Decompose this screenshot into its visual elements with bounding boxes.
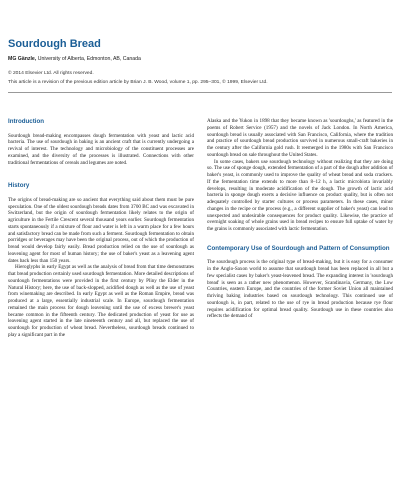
section-heading-consumption: Contemporary Use of Sourdough and Pattern of Consumption (207, 244, 390, 252)
left-column (8, 118, 194, 500)
right-column (207, 118, 393, 500)
section-gap (8, 166, 194, 182)
history-paragraph: Hieroglyphs in early Egypt as well as the analysis of bread from that time demonstrates that bread production certainly used sourdough fermentation. More detailed descriptions of sourdough fermentations were provided in the first century by Pliny the Elder in the Natural History; here, the use of back-slopped, acidified dough as well as the use of yeast from winemaking are described. In early Egypt as well as the Roman Empire, bread was produced at a large, essentially industrial scale. In Europe, sourdough fermentation remained the main process for dough leavening until the use of excess brewer's yeast became common in the fifteenth century. The dedicated production of yeast for use as leavening agent started in the late nineteenth century and all, but replaced the use of sourdough for production of wheat bread. Nevertheless, sourdough breads continued to play a significant part in the (8, 264, 194, 338)
revision-note: This article is a revision of the previous edition article by Brian J. B. Wood, volume 1, pp. 295–301, © 1999, Elsevier Ltd. (8, 79, 268, 85)
rights-notice (8, 70, 393, 87)
history-paragraph: The origins of bread-making are so ancient that everything said about them must be pure speculation. One of the oldest sourdough breads dates from 3700 BC and was excavated in Switzerland, but the origin of sourdough fermentation likely relates to the origin of agriculture in the Fertile Crescent several thousand years earlier. Sourdough fermentation starts spontaneously if a mixture of flour and water is left in a warm place for a few hours and satisfactory bread can be made from such a ferment. Sourdough fermentation to obtain porridges or beverages may have been the original process, out of which the production of bread would develop fairly easily. Bread production relied on the use of sourdough as leavening agent for most of human history; the use of baker's yeast as a leavening agent dates back less than 150 years. (8, 196, 194, 264)
body-paragraph: Alaska and the Yukon in 1898 that they became known as 'sourdoughs,' as featured in the poems of Robert Service (1957) and the novels of Jack London. In North America, sourdough bread is usually associated with San Francisco, California, where the tradition and practice of sourdough bread production survived in numerous small-craft bakeries in the century after the California gold rush. It reemerged in the 1980s with San Francisco sourdough bread on sale throughout the United States. (207, 118, 393, 158)
copyright-line: © 2014 Elsevier Ltd. All rights reserved. (8, 71, 94, 76)
author-name: MG Gänzle, (8, 56, 37, 62)
body-paragraph: In some cases, bakers use sourdough technology without realizing that they are doing so. The use of sponge dough, extended fermentation of a part of the dough after addition of baker's yeast, is commonly used to improve the quality of wheat bread and soda crackers. If the fermentation time extends to more than 8–12 h, a lactic microbiota invariably develops, resulting in moderate acidification of the dough. The growth of lactic acid bacteria in sponge dough exerts a decisive influence on product quality, but is often not adequately controlled by starter cultures or process parameters. In these cases, minor changes in the recipe or the process (e.g., a different supplier of baker's yeast) can lead to unexpected and undesirable consequences for product quality. Likewise, the practice of overnight soaking of whole grains used in bread recipes to ensure full uptake of water by the grains is commonly associated with lactic fermentation. (207, 158, 393, 232)
section-heading-introduction: Introduction (8, 118, 45, 125)
consumption-paragraph: The sourdough process is the original type of bread-making, but it is easy for a consumer in the Anglo-Saxon world to assume that sourdough bread has been replaced in all but a few specialist cases by baker's yeast-leavened bread. The expanding interest in 'sourdough bread' is seen as a rather new phenomenon. However, Scandinavia, Germany, the Low Countries, eastern Europe, and the countries of the former Soviet Union all maintained thriving baking industries based on sourdough technology. This continued use of sourdough is, in part, related to the use of rye in bread production because rye flour requires acidification for optimal bread quality. Sourdough use in these countries also reflects the demand of (207, 259, 393, 320)
section-heading-history: History (8, 182, 30, 190)
article-title: Sourdough Bread (8, 38, 101, 50)
author-affiliation: University of Alberta, Edmonton, AB, Canada (37, 56, 141, 62)
author-line (8, 56, 141, 62)
introduction-paragraph: Sourdough bread-making encompasses dough fermentation with yeast and lactic acid bacteria. The use of sourdough in baking is an ancient craft that is currently undergoing a revival of interest. The technology and microbiology of the constituent processes are examined, and the diversity of the processes is illustrated. Connections with other traditional fermentations of cereals and legumes are noted. (8, 132, 194, 166)
section-gap (207, 233, 393, 245)
header-divider (8, 92, 392, 93)
